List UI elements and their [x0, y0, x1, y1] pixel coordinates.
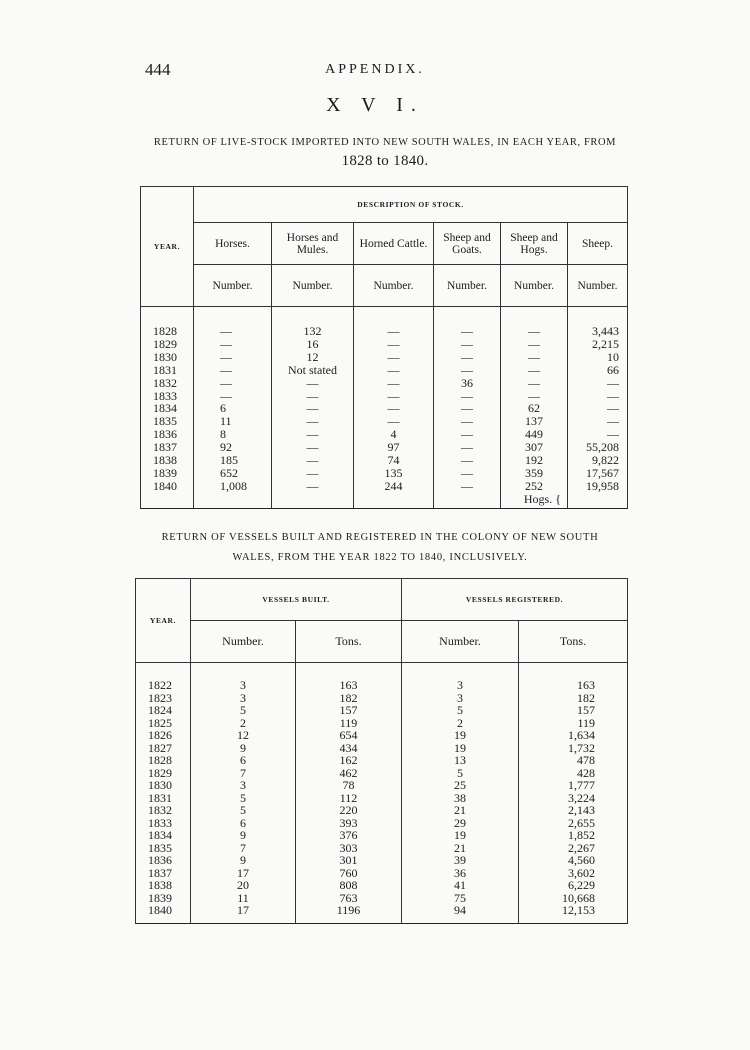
year-cell: 1838 — [136, 879, 191, 892]
livestock-unit-header: Number. — [194, 265, 272, 307]
value-cell: — — [354, 307, 434, 338]
value-cell: 2,143 — [519, 804, 628, 817]
year-cell: 1824 — [136, 704, 191, 717]
value-cell: — — [194, 351, 272, 364]
value-cell: 19 — [402, 829, 519, 842]
value-cell: 92 — [194, 441, 272, 454]
value-cell: 66 — [568, 364, 628, 377]
year-cell: 1836 — [136, 854, 191, 867]
value-cell: 39 — [402, 854, 519, 867]
value-cell: 162 — [296, 754, 402, 767]
empty-cell — [434, 493, 501, 508]
year-cell: 1831 — [136, 792, 191, 805]
value-cell: 36 — [402, 867, 519, 880]
value-cell: — — [354, 415, 434, 428]
value-cell: 3 — [191, 779, 296, 792]
year-cell: 1832 — [141, 377, 194, 390]
value-cell: 5 — [402, 767, 519, 780]
value-cell: 17,567 — [568, 467, 628, 480]
year-cell: 1833 — [136, 817, 191, 830]
table-row — [136, 779, 628, 792]
value-cell: 12 — [191, 729, 296, 742]
value-cell: 393 — [296, 817, 402, 830]
value-cell: — — [272, 402, 354, 415]
value-cell: 10,668 — [519, 892, 628, 905]
table-row — [141, 480, 628, 493]
value-cell: 10 — [568, 351, 628, 364]
value-cell: — — [501, 364, 568, 377]
year-cell: 1829 — [141, 338, 194, 351]
table-row — [136, 742, 628, 755]
table-row — [136, 692, 628, 705]
year-cell: 1830 — [141, 351, 194, 364]
value-cell: 6 — [194, 402, 272, 415]
value-cell: 7 — [191, 842, 296, 855]
vessels-title-line2 — [125, 548, 635, 568]
year-cell: 1839 — [136, 892, 191, 905]
value-cell: 157 — [296, 704, 402, 717]
registered-number-header: Number. — [402, 621, 519, 663]
year-cell: 1833 — [141, 390, 194, 403]
value-cell: 94 — [402, 904, 519, 923]
table-row — [141, 402, 628, 415]
value-cell: — — [272, 377, 354, 390]
value-cell: — — [354, 377, 434, 390]
livestock-column-header: Sheep and Goats. — [434, 223, 501, 265]
table-row — [136, 729, 628, 742]
value-cell: — — [434, 338, 501, 351]
value-cell: 13 — [402, 754, 519, 767]
value-cell: 74 — [354, 454, 434, 467]
value-cell: 119 — [519, 717, 628, 730]
registered-tons-header: Tons. — [519, 621, 628, 663]
value-cell: 19,958 — [568, 480, 628, 493]
empty-cell — [272, 493, 354, 508]
year-cell: 1831 — [141, 364, 194, 377]
year-cell: 1830 — [136, 779, 191, 792]
value-cell: 1,634 — [519, 729, 628, 742]
vessels-year-header: YEAR. — [136, 579, 191, 663]
livestock-unit-header: Number. — [354, 265, 434, 307]
value-cell: — — [434, 364, 501, 377]
livestock-column-header: Sheep. — [568, 223, 628, 265]
built-number-header: Number. — [191, 621, 296, 663]
value-cell: — — [501, 390, 568, 403]
empty-cell — [354, 493, 434, 508]
table-row — [136, 829, 628, 842]
value-cell: 7 — [191, 767, 296, 780]
value-cell: — — [354, 364, 434, 377]
table-row — [136, 792, 628, 805]
value-cell: — — [434, 441, 501, 454]
table-row — [136, 804, 628, 817]
livestock-title-line1: RETURN OF LIVE-STOCK IMPORTED INTO NEW SOUTH WALES, IN EACH YEAR, FROM — [153, 137, 617, 148]
value-cell: — — [354, 338, 434, 351]
value-cell: 1196 — [296, 904, 402, 923]
value-cell: — — [568, 377, 628, 390]
value-cell: 9 — [191, 742, 296, 755]
value-cell: 376 — [296, 829, 402, 842]
year-cell: 1829 — [136, 767, 191, 780]
value-cell: — — [568, 390, 628, 403]
value-cell: — — [434, 307, 501, 338]
value-cell: — — [272, 480, 354, 493]
table-row — [141, 467, 628, 480]
vessels-title-line2-text: WALES, FROM THE YEAR 1822 TO 1840, INCLUSIVELY. — [232, 552, 528, 563]
livestock-title-line2: 1828 to 1840. — [341, 153, 429, 169]
table-row — [136, 892, 628, 905]
table-row — [136, 754, 628, 767]
livestock-column-header: Horned Cattle. — [354, 223, 434, 265]
value-cell: 112 — [296, 792, 402, 805]
value-cell: — — [272, 454, 354, 467]
value-cell: 3 — [191, 663, 296, 692]
value-cell: — — [434, 415, 501, 428]
value-cell: — — [434, 402, 501, 415]
value-cell: 1,852 — [519, 829, 628, 842]
livestock-column-header: Horses. — [194, 223, 272, 265]
year-cell: 1837 — [141, 441, 194, 454]
running-title: APPENDIX. — [325, 62, 425, 77]
value-cell: 220 — [296, 804, 402, 817]
value-cell: — — [568, 402, 628, 415]
value-cell: 808 — [296, 879, 402, 892]
value-cell: 2,267 — [519, 842, 628, 855]
year-cell: 1838 — [141, 454, 194, 467]
vessels-registered-header: VESSELS REGISTERED. — [402, 579, 628, 621]
year-cell: 1823 — [136, 692, 191, 705]
value-cell: — — [354, 351, 434, 364]
value-cell: 6 — [191, 817, 296, 830]
value-cell: 17 — [191, 904, 296, 923]
value-cell: 182 — [296, 692, 402, 705]
value-cell: 6 — [191, 754, 296, 767]
value-cell: 462 — [296, 767, 402, 780]
year-cell: 1839 — [141, 467, 194, 480]
value-cell: 11 — [194, 415, 272, 428]
value-cell: 29 — [402, 817, 519, 830]
value-cell: 1,732 — [519, 742, 628, 755]
value-cell: 303 — [296, 842, 402, 855]
value-cell: 6,229 — [519, 879, 628, 892]
value-cell: 449 — [501, 428, 568, 441]
year-cell: 1832 — [136, 804, 191, 817]
livestock-unit-header: Number. — [272, 265, 354, 307]
value-cell: 252 — [501, 480, 568, 493]
livestock-column-header: Horses and Mules. — [272, 223, 354, 265]
value-cell: — — [272, 415, 354, 428]
value-cell: 2 — [402, 717, 519, 730]
value-cell: 185 — [194, 454, 272, 467]
value-cell: — — [272, 441, 354, 454]
value-cell: 21 — [402, 842, 519, 855]
value-cell: 244 — [354, 480, 434, 493]
table-row — [136, 854, 628, 867]
value-cell: — — [434, 428, 501, 441]
value-cell: Not stated — [272, 364, 354, 377]
empty-cell — [194, 493, 272, 508]
value-cell: 5 — [402, 704, 519, 717]
value-cell: 3,443 — [568, 307, 628, 338]
value-cell: — — [434, 390, 501, 403]
livestock-unit-header: Number. — [434, 265, 501, 307]
value-cell: 12 — [272, 351, 354, 364]
value-cell: — — [194, 307, 272, 338]
table-row — [136, 767, 628, 780]
value-cell: 434 — [296, 742, 402, 755]
value-cell: 3,602 — [519, 867, 628, 880]
value-cell: 19 — [402, 729, 519, 742]
value-cell: 192 — [501, 454, 568, 467]
value-cell: 5 — [191, 792, 296, 805]
table-row — [141, 390, 628, 403]
vessels-built-header: VESSELS BUILT. — [191, 579, 402, 621]
value-cell: 654 — [296, 729, 402, 742]
table-row — [141, 441, 628, 454]
value-cell: — — [434, 480, 501, 493]
year-cell: 1828 — [141, 307, 194, 338]
table-row — [141, 351, 628, 364]
value-cell: 428 — [519, 767, 628, 780]
year-cell: 1840 — [141, 480, 194, 493]
value-cell: — — [194, 377, 272, 390]
value-cell: — — [272, 467, 354, 480]
year-cell: 1836 — [141, 428, 194, 441]
value-cell: 3 — [402, 663, 519, 692]
empty-cell — [141, 493, 194, 508]
value-cell: — — [434, 351, 501, 364]
year-cell: 1825 — [136, 717, 191, 730]
value-cell: 97 — [354, 441, 434, 454]
table-row — [141, 338, 628, 351]
value-cell: 4,560 — [519, 854, 628, 867]
year-cell: 1828 — [136, 754, 191, 767]
value-cell: 16 — [272, 338, 354, 351]
year-cell: 1834 — [141, 402, 194, 415]
value-cell: 62 — [501, 402, 568, 415]
table-row — [141, 493, 628, 508]
value-cell: 21 — [402, 804, 519, 817]
year-cell: 1826 — [136, 729, 191, 742]
value-cell: — — [434, 454, 501, 467]
value-cell: 20 — [191, 879, 296, 892]
year-cell: 1822 — [136, 663, 191, 692]
value-cell: 2,215 — [568, 338, 628, 351]
value-cell: 307 — [501, 441, 568, 454]
year-cell: 1835 — [141, 415, 194, 428]
table-row — [136, 842, 628, 855]
livestock-unit-header: Number. — [568, 265, 628, 307]
year-cell: 1827 — [136, 742, 191, 755]
year-cell: 1837 — [136, 867, 191, 880]
livestock-column-header: Sheep and Hogs. — [501, 223, 568, 265]
value-cell: 5 — [191, 704, 296, 717]
value-cell: — — [354, 390, 434, 403]
value-cell: 25 — [402, 779, 519, 792]
value-cell: 119 — [296, 717, 402, 730]
value-cell: 137 — [501, 415, 568, 428]
value-cell: 3,224 — [519, 792, 628, 805]
value-cell: — — [434, 467, 501, 480]
livestock-table — [140, 186, 628, 509]
value-cell: 75 — [402, 892, 519, 905]
value-cell: — — [501, 307, 568, 338]
hogs-footnote: Hogs. { — [501, 493, 568, 508]
value-cell: 9,822 — [568, 454, 628, 467]
value-cell: 135 — [354, 467, 434, 480]
table-row — [141, 415, 628, 428]
table-row — [141, 377, 628, 390]
value-cell: — — [272, 390, 354, 403]
value-cell: — — [501, 351, 568, 364]
table-row — [136, 904, 628, 923]
value-cell: 1,008 — [194, 480, 272, 493]
value-cell: 36 — [434, 377, 501, 390]
section-number: X V I. — [326, 94, 424, 116]
table-row — [136, 704, 628, 717]
year-cell: 1835 — [136, 842, 191, 855]
value-cell: — — [568, 428, 628, 441]
value-cell: 3 — [402, 692, 519, 705]
livestock-title — [135, 134, 635, 170]
value-cell: 763 — [296, 892, 402, 905]
table-row — [136, 663, 628, 692]
table-row — [136, 879, 628, 892]
value-cell: 5 — [191, 804, 296, 817]
value-cell: 41 — [402, 879, 519, 892]
year-cell: 1834 — [136, 829, 191, 842]
value-cell: 8 — [194, 428, 272, 441]
value-cell: — — [194, 364, 272, 377]
value-cell: 19 — [402, 742, 519, 755]
value-cell: — — [194, 390, 272, 403]
table-row — [141, 307, 628, 338]
value-cell: — — [568, 415, 628, 428]
value-cell: 55,208 — [568, 441, 628, 454]
value-cell: — — [272, 428, 354, 441]
livestock-group-header: DESCRIPTION OF STOCK. — [194, 187, 628, 223]
value-cell: — — [194, 338, 272, 351]
value-cell: — — [354, 402, 434, 415]
value-cell: 3 — [191, 692, 296, 705]
value-cell: 359 — [501, 467, 568, 480]
value-cell: 17 — [191, 867, 296, 880]
value-cell: 38 — [402, 792, 519, 805]
value-cell: 652 — [194, 467, 272, 480]
table-row — [141, 364, 628, 377]
table-row — [141, 428, 628, 441]
value-cell: 78 — [296, 779, 402, 792]
page-number: 444 — [145, 60, 171, 79]
table-row — [136, 817, 628, 830]
value-cell: — — [501, 377, 568, 390]
value-cell: 163 — [296, 663, 402, 692]
page-header — [0, 60, 750, 84]
vessels-title — [125, 528, 635, 568]
value-cell: 9 — [191, 829, 296, 842]
value-cell: 4 — [354, 428, 434, 441]
livestock-unit-header: Number. — [501, 265, 568, 307]
value-cell: 182 — [519, 692, 628, 705]
value-cell: 11 — [191, 892, 296, 905]
table-row — [136, 717, 628, 730]
value-cell: 157 — [519, 704, 628, 717]
value-cell: 132 — [272, 307, 354, 338]
built-tons-header: Tons. — [296, 621, 402, 663]
vessels-title-line1: RETURN OF VESSELS BUILT AND REGISTERED IN THE COLONY OF NEW SOUTH — [161, 532, 599, 543]
value-cell: 478 — [519, 754, 628, 767]
value-cell: 301 — [296, 854, 402, 867]
value-cell: — — [501, 338, 568, 351]
value-cell: 9 — [191, 854, 296, 867]
value-cell: 12,153 — [519, 904, 628, 923]
value-cell: 760 — [296, 867, 402, 880]
livestock-year-header: YEAR. — [141, 187, 194, 307]
empty-cell — [568, 493, 628, 508]
value-cell: 1,777 — [519, 779, 628, 792]
value-cell: 163 — [519, 663, 628, 692]
table-row — [136, 867, 628, 880]
year-cell: 1840 — [136, 904, 191, 923]
value-cell: 2,655 — [519, 817, 628, 830]
value-cell: 2 — [191, 717, 296, 730]
vessels-table — [135, 578, 628, 924]
